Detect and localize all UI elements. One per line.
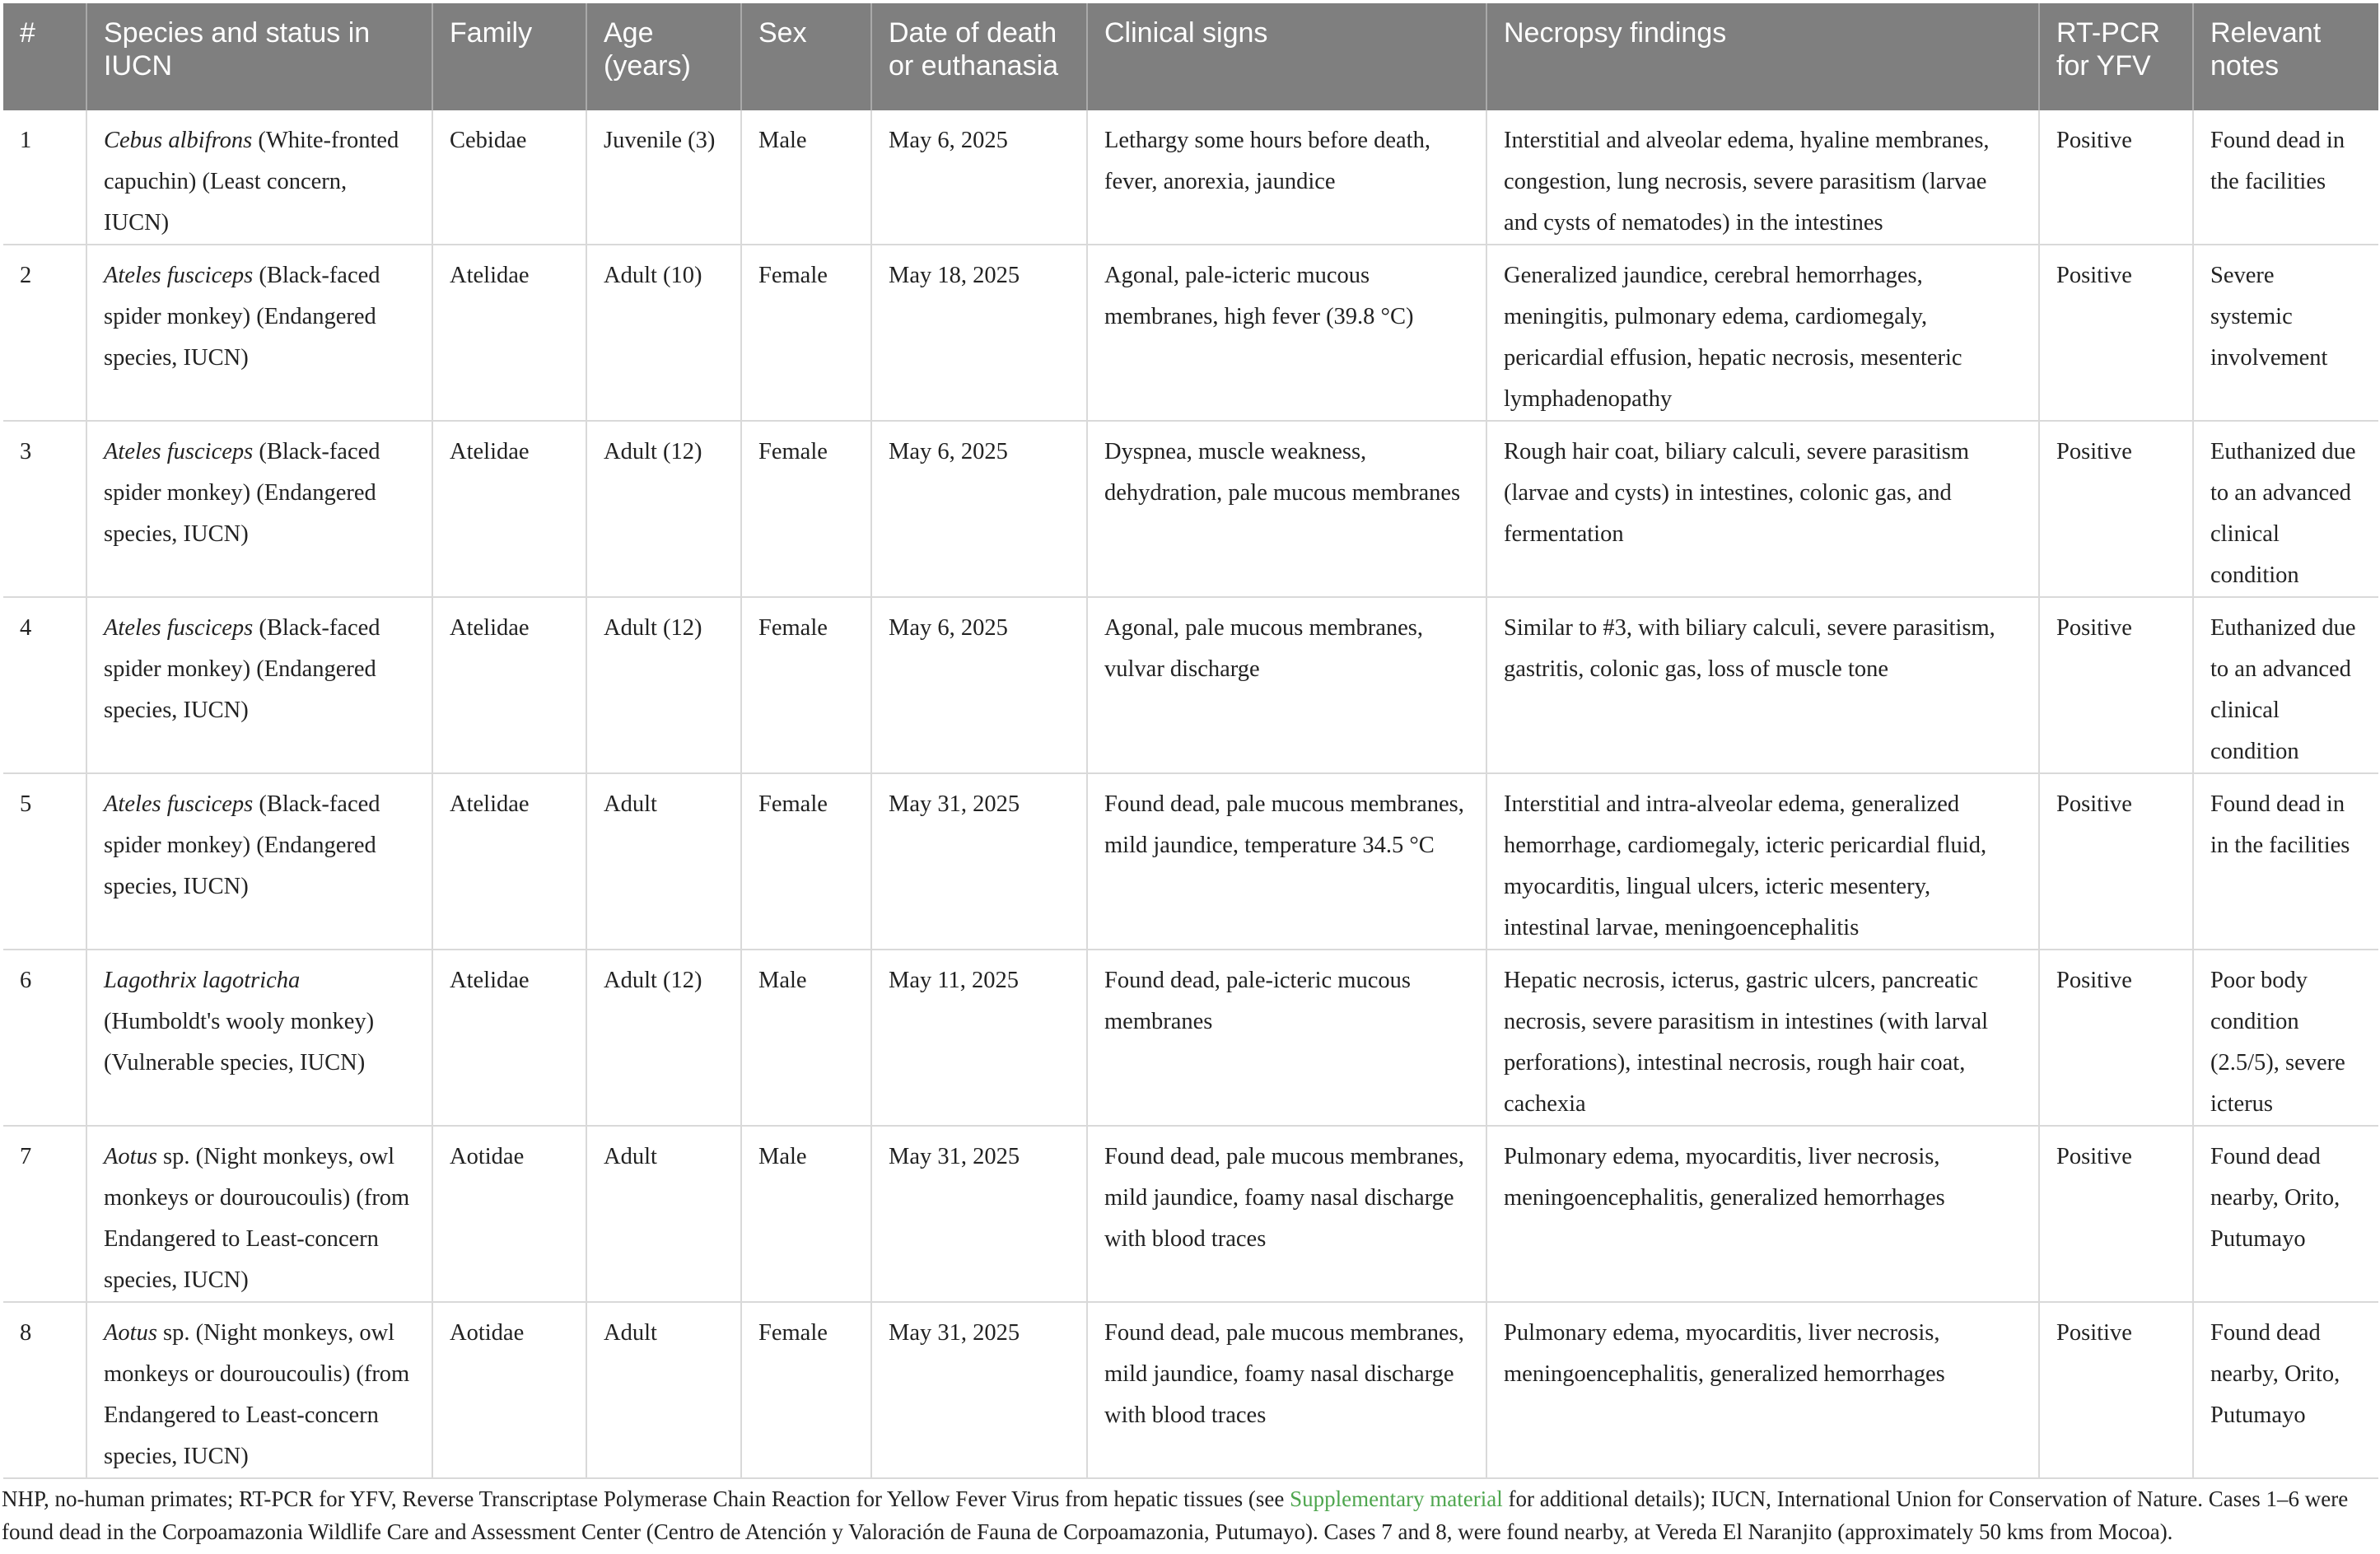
table-header — [3, 3, 2378, 110]
cell-species — [86, 773, 432, 950]
cell-date: May 31, 2025 — [871, 1302, 1087, 1478]
cell-necropsy-findings: Rough hair coat, biliary calculi, severe parasitism (larvae and cysts) in intestines, colonic gas, and fermentation — [1486, 421, 2039, 597]
species-status: (Black-faced spider monkey) (Endangered species, IUCN) — [104, 439, 380, 547]
cell-date: May 18, 2025 — [871, 245, 1087, 421]
species-status: (Humboldt's wooly monkey) (Vulnerable species, IUCN) — [104, 1009, 375, 1076]
species-status: (Black-faced spider monkey) (Endangered species, IUCN) — [104, 615, 380, 723]
species-status: sp. (Night monkeys, owl monkeys or douroucoulis) (from Endangered to Least-concern species, IUCN) — [104, 1320, 410, 1469]
necropsy-table — [3, 3, 2378, 1479]
cell-family: Atelidae — [432, 773, 586, 950]
cell-age: Adult (12) — [586, 597, 741, 773]
cell-rt-pcr: Positive — [2039, 1126, 2193, 1302]
cell-date: May 31, 2025 — [871, 773, 1087, 950]
species-name: Aotus — [104, 1320, 157, 1346]
cell-date: May 6, 2025 — [871, 597, 1087, 773]
cell-relevant-notes: Poor body condition (2.5/5), severe icterus — [2193, 950, 2378, 1126]
table-row — [3, 1302, 2378, 1478]
cell-clinical-signs: Agonal, pale mucous membranes, vulvar discharge — [1087, 597, 1486, 773]
species-name: Ateles fusciceps — [104, 263, 254, 288]
cell-age: Adult — [586, 773, 741, 950]
cell-relevant-notes: Found dead nearby, Orito, Putumayo — [2193, 1302, 2378, 1478]
cell-species — [86, 1126, 432, 1302]
cell-number: 8 — [3, 1302, 86, 1478]
header-row — [3, 3, 2378, 110]
species-status: sp. (Night monkeys, owl monkeys or douroucoulis) (from Endangered to Least-concern species, IUCN) — [104, 1144, 410, 1293]
cell-family: Atelidae — [432, 421, 586, 597]
species-name: Aotus — [104, 1144, 157, 1169]
cell-sex: Female — [741, 597, 871, 773]
cell-sex: Female — [741, 245, 871, 421]
cell-clinical-signs: Lethargy some hours before death, fever, anorexia, jaundice — [1087, 110, 1486, 245]
cell-family: Cebidae — [432, 110, 586, 245]
cell-necropsy-findings: Generalized jaundice, cerebral hemorrhages, meningitis, pulmonary edema, cardiomegaly, pericardial effusion, hepatic necrosis, mesenteric lymphadenopathy — [1486, 245, 2039, 421]
cell-age: Adult (10) — [586, 245, 741, 421]
cell-date: May 11, 2025 — [871, 950, 1087, 1126]
table-row — [3, 421, 2378, 597]
cell-rt-pcr: Positive — [2039, 421, 2193, 597]
species-name: Ateles fusciceps — [104, 615, 254, 641]
cell-number: 6 — [3, 950, 86, 1126]
cell-relevant-notes: Found dead in in the facilities — [2193, 773, 2378, 950]
cell-date: May 31, 2025 — [871, 1126, 1087, 1302]
cell-sex: Female — [741, 773, 871, 950]
cell-necropsy-findings: Interstitial and intra-alveolar edema, generalized hemorrhage, cardiomegaly, icteric pericardial fluid, myocarditis, lingual ulcers, icteric mesentery, intestinal larvae, meningoencephalitis — [1486, 773, 2039, 950]
species-status: (White-fronted capuchin) (Least concern, IUCN) — [104, 128, 399, 236]
table-body — [3, 110, 2378, 1478]
cell-necropsy-findings: Similar to #3, with biliary calculi, severe parasitism, gastritis, colonic gas, loss of muscle tone — [1486, 597, 2039, 773]
cell-relevant-notes: Found dead in the facilities — [2193, 110, 2378, 245]
cell-rt-pcr: Positive — [2039, 110, 2193, 245]
header-relevant-notes: Relevant notes — [2193, 3, 2378, 110]
cell-clinical-signs: Found dead, pale mucous membranes, mild jaundice, foamy nasal discharge with blood traces — [1087, 1302, 1486, 1478]
header-date: Date of death or euthanasia — [871, 3, 1087, 110]
cell-rt-pcr: Positive — [2039, 950, 2193, 1126]
cell-age: Adult — [586, 1126, 741, 1302]
table-row — [3, 110, 2378, 245]
header-number: # — [3, 3, 86, 110]
cell-number: 3 — [3, 421, 86, 597]
header-necropsy-findings: Necropsy findings — [1486, 3, 2039, 110]
species-name: Ateles fusciceps — [104, 439, 254, 464]
species-name: Lagothrix lagotricha — [104, 968, 301, 993]
cell-species — [86, 950, 432, 1126]
header-family: Family — [432, 3, 586, 110]
cell-species — [86, 245, 432, 421]
cell-clinical-signs: Found dead, pale mucous membranes, mild jaundice, temperature 34.5 °C — [1087, 773, 1486, 950]
footnote-text-before: NHP, no-human primates; RT-PCR for YFV, Reverse Transcriptase Polymerase Chain Reaction for Yellow Fever Virus from hepatic tissues (see — [2, 1486, 1290, 1511]
cell-necropsy-findings: Pulmonary edema, myocarditis, liver necrosis, meningoencephalitis, generalized hemorrhages — [1486, 1126, 2039, 1302]
cell-date: May 6, 2025 — [871, 421, 1087, 597]
cell-number: 2 — [3, 245, 86, 421]
header-rt-pcr: RT-PCR for YFV — [2039, 3, 2193, 110]
cell-family: Atelidae — [432, 245, 586, 421]
cell-rt-pcr: Positive — [2039, 597, 2193, 773]
cell-relevant-notes: Found dead nearby, Orito, Putumayo — [2193, 1126, 2378, 1302]
cell-sex: Female — [741, 1302, 871, 1478]
supplementary-material-link[interactable]: Supplementary material — [1290, 1486, 1503, 1511]
cell-sex: Male — [741, 1126, 871, 1302]
table-row — [3, 950, 2378, 1126]
cell-family: Atelidae — [432, 597, 586, 773]
species-name: Cebus albifrons — [104, 128, 253, 153]
cell-necropsy-findings: Hepatic necrosis, icterus, gastric ulcers, pancreatic necrosis, severe parasitism in intestines (with larval perforations), intestinal necrosis, rough hair coat, cachexia — [1486, 950, 2039, 1126]
species-status: (Black-faced spider monkey) (Endangered species, IUCN) — [104, 263, 380, 371]
species-name: Ateles fusciceps — [104, 791, 254, 817]
table-footnote — [0, 1482, 2380, 1548]
cell-age: Adult — [586, 1302, 741, 1478]
cell-necropsy-findings: Interstitial and alveolar edema, hyaline membranes, congestion, lung necrosis, severe parasitism (larvae and cysts of nematodes) in the intestines — [1486, 110, 2039, 245]
header-sex: Sex — [741, 3, 871, 110]
table-row — [3, 773, 2378, 950]
cell-rt-pcr: Positive — [2039, 245, 2193, 421]
cell-species — [86, 1302, 432, 1478]
cell-age: Adult (12) — [586, 950, 741, 1126]
header-age: Age (years) — [586, 3, 741, 110]
cell-clinical-signs: Found dead, pale-icteric mucous membranes — [1087, 950, 1486, 1126]
cell-species — [86, 110, 432, 245]
cell-age: Adult (12) — [586, 421, 741, 597]
cell-relevant-notes: Euthanized due to an advanced clinical condition — [2193, 597, 2378, 773]
cell-date: May 6, 2025 — [871, 110, 1087, 245]
header-clinical-signs: Clinical signs — [1087, 3, 1486, 110]
cell-family: Atelidae — [432, 950, 586, 1126]
cell-relevant-notes: Severe systemic involvement — [2193, 245, 2378, 421]
footnote-text-after: for additional details); IUCN, International Union for Conservation of Nature. Cases 1–6 were found dead in the Corpoamazonia Wildlife Care and Assessment Center (Centro de Atención y Valoración de Fauna de Corpoamazonia, Putumayo). Cases 7 and 8, were found nearby, at Vereda El Naranjito (approximately 50 kms from Mocoa). — [2, 1486, 2349, 1544]
species-status: (Black-faced spider monkey) (Endangered species, IUCN) — [104, 791, 380, 899]
cell-family: Aotidae — [432, 1126, 586, 1302]
cell-species — [86, 421, 432, 597]
cell-clinical-signs: Agonal, pale-icteric mucous membranes, high fever (39.8 °C) — [1087, 245, 1486, 421]
cell-clinical-signs: Found dead, pale mucous membranes, mild jaundice, foamy nasal discharge with blood traces — [1087, 1126, 1486, 1302]
cell-necropsy-findings: Pulmonary edema, myocarditis, liver necrosis, meningoencephalitis, generalized hemorrhages — [1486, 1302, 2039, 1478]
cell-species — [86, 597, 432, 773]
table-row — [3, 245, 2378, 421]
cell-rt-pcr: Positive — [2039, 1302, 2193, 1478]
cell-number: 1 — [3, 110, 86, 245]
cell-sex: Male — [741, 950, 871, 1126]
cell-age: Juvenile (3) — [586, 110, 741, 245]
cell-number: 7 — [3, 1126, 86, 1302]
table-row — [3, 597, 2378, 773]
header-species: Species and status in IUCN — [86, 3, 432, 110]
cell-number: 4 — [3, 597, 86, 773]
cell-family: Aotidae — [432, 1302, 586, 1478]
cell-sex: Female — [741, 421, 871, 597]
cell-sex: Male — [741, 110, 871, 245]
table-row — [3, 1126, 2378, 1302]
cell-relevant-notes: Euthanized due to an advanced clinical condition — [2193, 421, 2378, 597]
cell-clinical-signs: Dyspnea, muscle weakness, dehydration, pale mucous membranes — [1087, 421, 1486, 597]
cell-number: 5 — [3, 773, 86, 950]
cell-rt-pcr: Positive — [2039, 773, 2193, 950]
